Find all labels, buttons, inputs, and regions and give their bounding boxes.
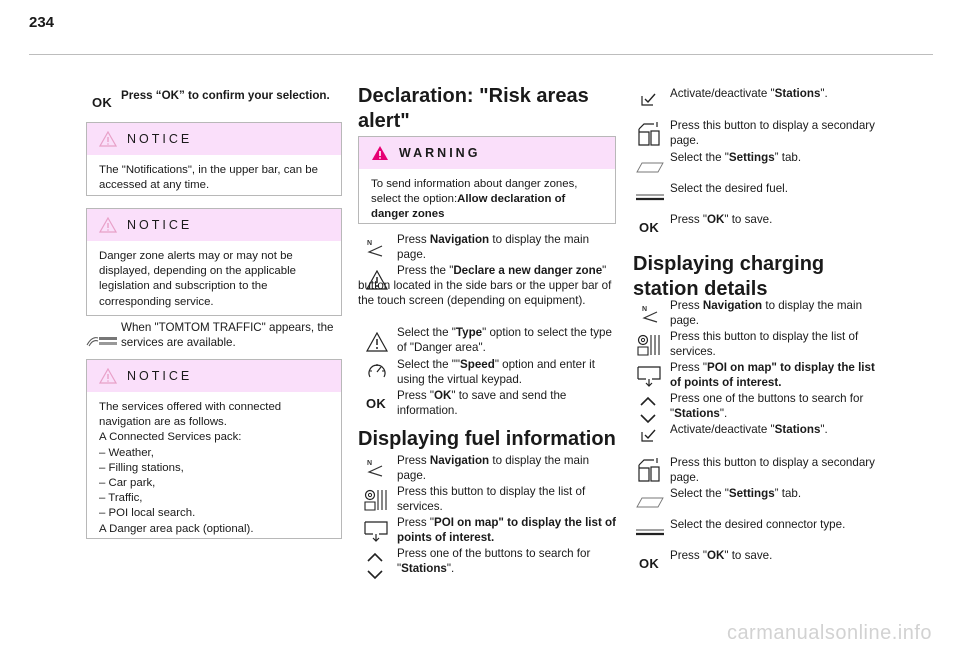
- heading-risk-areas: Declaration: "Risk areas alert": [358, 85, 589, 132]
- step-speed: Select the ""Speed" option and enter it using the virtual keypad.: [397, 358, 595, 387]
- ok-icon: OK: [639, 556, 660, 571]
- secondary-page-icon: [637, 457, 661, 488]
- type-danger-icon: [366, 332, 388, 357]
- charge-step-poi: Press "POI on map" to display the list of points of interest.: [670, 361, 875, 390]
- header-divider: [29, 54, 933, 55]
- settings-tab-icon: [636, 495, 664, 513]
- list-item: A Danger area pack (optional).: [99, 522, 254, 535]
- services-list-icon: [363, 488, 389, 517]
- fuel-step-navigation: Press Navigation to display the main page.: [397, 454, 590, 483]
- press-ok-text: Press “OK” to confirm your selection.: [121, 89, 330, 102]
- caution-icon: [99, 217, 117, 233]
- notice-title: NOTICE: [127, 218, 193, 232]
- svg-text:N: N: [367, 240, 373, 247]
- fuel-step-search: Press one of the buttons to search for "Stations".: [397, 547, 591, 576]
- notice-box-3: [86, 359, 342, 539]
- step-ok-send: Press "OK" to save and send the information.: [397, 389, 567, 418]
- list-item: The services offered with connected: [99, 401, 282, 413]
- warning-box: [358, 136, 616, 224]
- navigation-icon: [641, 304, 659, 329]
- settings-tab-icon: [636, 160, 664, 178]
- poi-on-map-icon: [636, 365, 662, 392]
- list-item: – POI local search.: [99, 507, 196, 520]
- notice-box-2: [86, 208, 342, 316]
- ok-icon: OK: [92, 95, 113, 110]
- charge-step-save: Press "OK" to save.: [670, 549, 773, 562]
- charge-step-select: Select the desired connector type.: [670, 518, 846, 531]
- notice-header: [87, 360, 341, 392]
- selection-bar-icon: [636, 190, 664, 208]
- notice-title: NOTICE: [127, 369, 193, 383]
- notice-header: [87, 123, 341, 155]
- chevron-up-icon: [640, 393, 656, 411]
- step-declare: Press the "Declare a new danger zone" button located in the side bars or the upper bar of the touch screen (depending on equipment).: [358, 264, 612, 308]
- fuel-step-save: Press "OK" to save.: [670, 213, 773, 226]
- fuel-step-services: Press this button to display the list of services.: [397, 485, 586, 514]
- heading-charging-station: Displaying charging station details: [633, 253, 825, 300]
- warning-text: To send information about danger zones, select the option:Allow declaration of danger zones: [371, 178, 578, 221]
- footer-watermark: carmanualsonline.info: [726, 622, 932, 644]
- page-number: 234: [29, 14, 55, 31]
- notice-services-list: [87, 392, 341, 537]
- fuel-step-settings: Select the "Settings” tab.: [670, 151, 802, 164]
- list-item: – Car park,: [99, 477, 156, 490]
- navigation-icon: [366, 238, 384, 263]
- checkbox-icon: [641, 92, 657, 111]
- list-item: – Weather,: [99, 446, 154, 459]
- notice-title: NOTICE: [127, 132, 193, 146]
- notice-text: Danger zone alerts may or may not be displayed, depending on the applicable legislation and subscription to the corresponding service.: [99, 250, 296, 308]
- charge-step-secondary: Press this button to display a secondary page.: [670, 456, 875, 485]
- chevron-up-icon: [367, 549, 383, 567]
- charge-step-settings: Select the "Settings” tab.: [670, 487, 802, 500]
- charge-step-search: Press one of the buttons to search for "Stations".: [670, 392, 864, 421]
- caution-icon: [99, 131, 117, 147]
- charge-step-services: Press this button to display the list of services.: [670, 330, 859, 359]
- poi-on-map-icon: [363, 520, 389, 547]
- tomtom-text: When "TOMTOM TRAFFIC" appears, the services are available.: [121, 321, 334, 350]
- step-type: Select the "Type" option to select the type of "Danger area".: [397, 326, 612, 355]
- charge-step-navigation: Press Navigation to display the main page.: [670, 299, 863, 328]
- notice-box-1: [86, 122, 342, 196]
- list-item: – Traffic,: [99, 492, 143, 505]
- warning-icon: [371, 145, 389, 161]
- speed-gauge-icon: [367, 362, 387, 385]
- navigation-icon: [366, 458, 384, 483]
- fuel-step-activate: Activate/deactivate "Stations".: [670, 87, 828, 100]
- chevron-down-icon: [367, 567, 383, 585]
- svg-text:N: N: [642, 306, 648, 313]
- checkbox-icon: [641, 428, 657, 447]
- tomtom-traffic-icon: [86, 334, 118, 353]
- chevron-down-icon: [640, 411, 656, 429]
- notice-header: [87, 209, 341, 241]
- services-list-icon: [636, 333, 662, 362]
- warning-title: WARNING: [399, 146, 481, 160]
- list-item: – Filling stations,: [99, 461, 184, 474]
- charge-step-activate: Activate/deactivate "Stations".: [670, 423, 828, 436]
- caution-icon: [99, 368, 117, 384]
- ok-icon: OK: [366, 396, 387, 411]
- warning-header: [359, 137, 615, 169]
- list-item: navigation are as follows.: [99, 416, 227, 429]
- fuel-step-poi: Press "POI on map" to display the list of points of interest.: [397, 516, 616, 545]
- secondary-page-icon: [637, 121, 661, 152]
- ok-icon: OK: [639, 220, 660, 235]
- list-item: A Connected Services pack:: [99, 431, 242, 444]
- fuel-step-secondary: Press this button to display a secondary page.: [670, 119, 875, 148]
- svg-text:N: N: [367, 460, 373, 467]
- step-navigation: Press Navigation to display the main page.: [397, 233, 590, 262]
- fuel-step-select: Select the desired fuel.: [670, 182, 788, 195]
- selection-bar-icon: [636, 525, 664, 543]
- notice-text: The "Notifications", in the upper bar, can be accessed at any time.: [99, 164, 318, 192]
- heading-fuel-information: Displaying fuel information: [358, 428, 616, 450]
